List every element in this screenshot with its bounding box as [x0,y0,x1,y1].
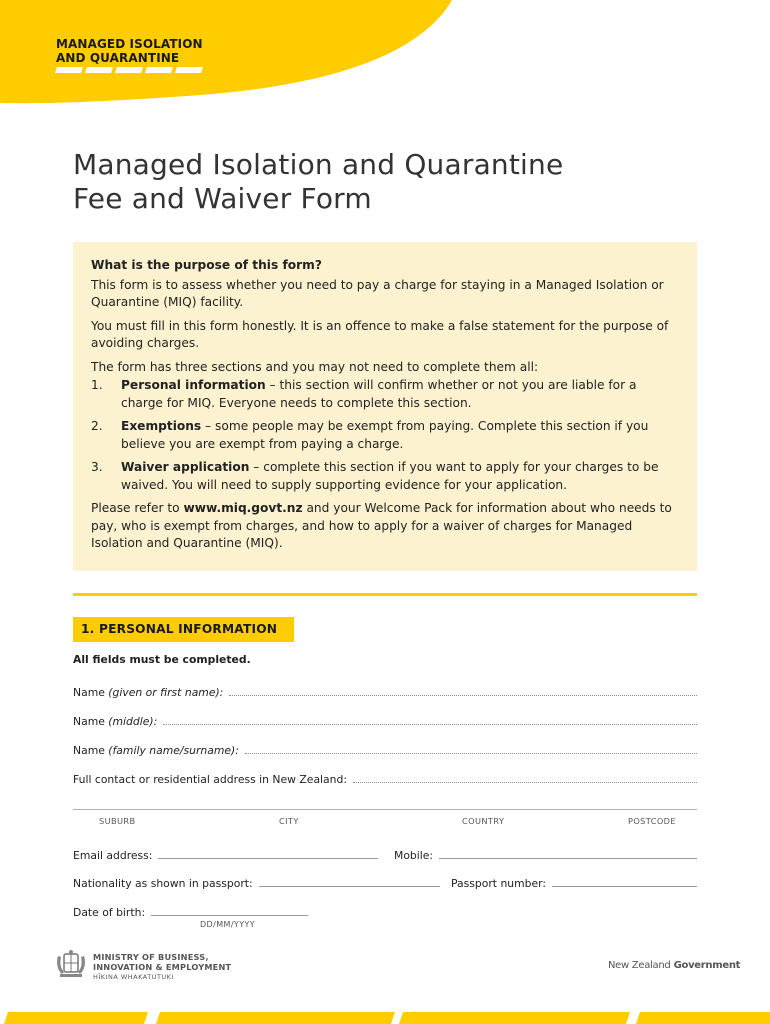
nationality-field[interactable] [259,877,440,887]
passport-field[interactable] [552,877,697,887]
brand-line-1: MANAGED ISOLATION [56,37,203,51]
list-item: 1. Personal information – this section will confirm whether or not you are liable for a charge for MIQ. Everyone needs to complete this section. [91,378,637,410]
title-line-1: Managed Isolation and Quarantine [73,148,564,181]
purpose-para-3: The form has three sections and you may not need to complete them all: [91,359,539,374]
address-row [73,773,697,786]
purpose-para-2: You must fill in this form honestly. It is an offence to make a false statement for the purpose of avoiding charges. [91,318,669,350]
brand-dashes-graphic [55,67,205,75]
email-label: Email address: [73,849,153,862]
middle-name-field[interactable] [163,715,697,725]
middle-name-label: Name (middle): [73,715,158,728]
nz-government-logo: New Zealand Government [608,960,741,971]
dob-field[interactable] [151,906,308,916]
nationality-row [73,877,440,890]
page-title [73,148,563,216]
address-label: Full contact or residential address in New Zealand: [73,773,348,786]
address-field-line-2[interactable] [73,809,697,810]
city-caption: CITY [279,816,299,826]
mobile-field[interactable] [439,849,697,859]
dob-label: Date of birth: [73,906,146,919]
purpose-info-box [73,242,697,571]
brand-line-2: AND QUARANTINE [56,51,180,65]
footer-stripes [0,1012,770,1024]
passport-row [451,877,697,890]
section-1-heading: 1. PERSONAL INFORMATION [73,617,294,642]
middle-name-row [73,715,697,728]
given-name-row [73,686,697,699]
passport-label: Passport number: [451,877,547,890]
email-field[interactable] [158,849,378,859]
email-row [73,849,378,862]
sections-list [91,377,679,494]
dob-row [73,906,308,919]
dob-format-caption: DD/MM/YYYY [200,920,256,929]
family-name-row [73,744,697,757]
mbie-logo: MINISTRY OF BUSINESS, INNOVATION & EMPLOYMENT HĪKINA WHAKATUTUKI [93,952,232,981]
given-name-field[interactable] [229,686,697,696]
address-field-line-1[interactable] [353,773,697,783]
section-divider [73,593,697,596]
purpose-refer-paragraph: Please refer to www.miq.govt.nz and your Welcome Pack for information about who needs to pay, who is exempt from charges, and how to apply for a waiver of charges for Managed Isolation and Quarantine (MIQ). [91,501,672,550]
country-caption: COUNTRY [462,816,505,826]
mobile-label: Mobile: [394,849,434,862]
mobile-row [394,849,697,862]
required-note: All fields must be completed. [73,653,251,666]
title-line-2: Fee and Waiver Form [73,182,372,215]
coat-of-arms-icon [54,950,88,980]
list-item: 3. Waiver application – complete this section if you want to apply for your charges to be waived. You will need to supply supporting evidence for your application. [91,460,659,492]
given-name-label: Name (given or first name): [73,686,224,699]
brand-logo-text [56,37,203,65]
suburb-caption: SUBURB [99,816,136,826]
postcode-caption: POSTCODE [628,816,676,826]
purpose-question: What is the purpose of this form? [91,258,322,272]
miq-website-link[interactable]: www.miq.govt.nz [183,501,303,515]
family-name-label: Name (family name/surname): [73,744,239,757]
list-item: 2. Exemptions – some people may be exempt from paying. Complete this section if you believe you are exempt from paying a charge. [91,419,649,451]
family-name-field[interactable] [245,744,697,754]
nationality-label: Nationality as shown in passport: [73,877,253,890]
purpose-para-1: This form is to assess whether you need to pay a charge for staying in a Managed Isolation or Quarantine (MIQ) facility. [91,277,664,309]
